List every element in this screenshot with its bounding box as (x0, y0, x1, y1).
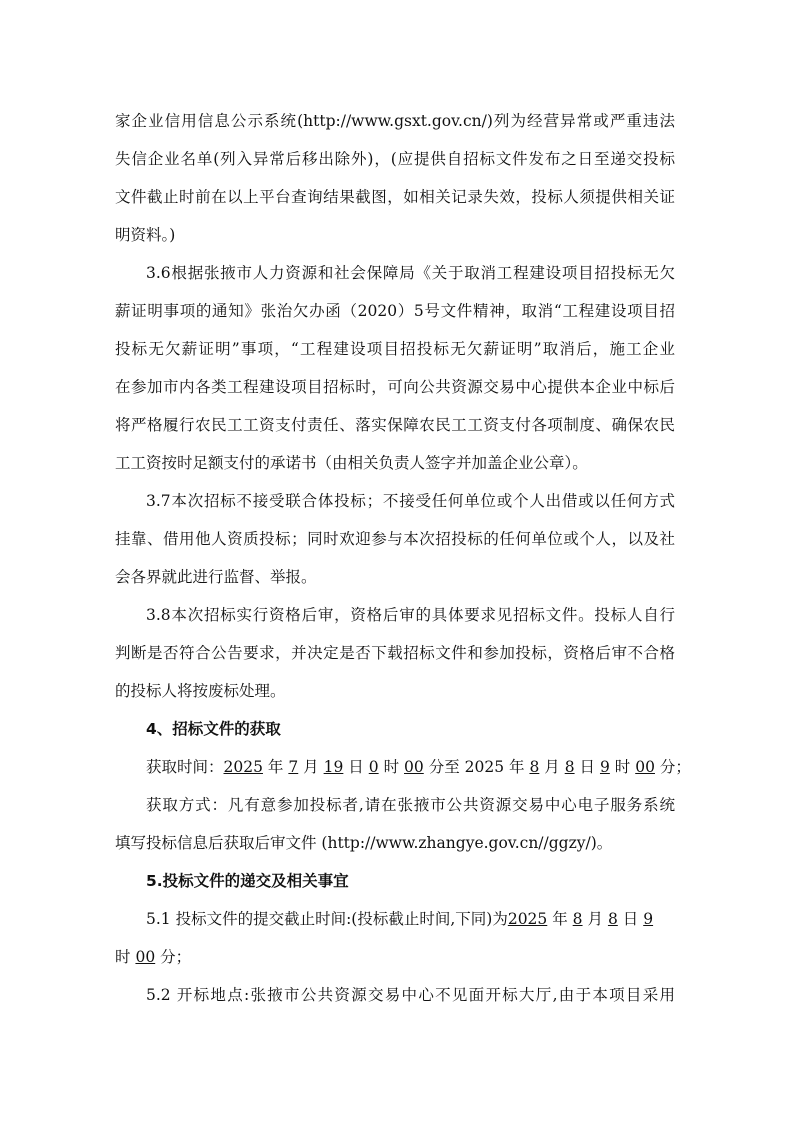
hour-value: 9 (599, 758, 610, 776)
text: 日 (579, 758, 596, 776)
text: 月 (587, 910, 603, 928)
label: 获取时间： (146, 758, 224, 776)
text: 月 (544, 758, 560, 776)
deadline-line (146, 909, 706, 929)
paragraph-line: 挂靠、借用他人资质投标；同时欢迎参与本次招投标的任何单位或个人，以及社 (115, 530, 675, 548)
paragraph-line: 失信企业名单(列入异常后移出除外)，(应提供自招标文件发布之日至递交投标 (115, 150, 675, 168)
text: 日 (348, 758, 364, 776)
paragraph-line: 的投标人将按废标处理。 (115, 682, 286, 700)
section-heading-text: 4、招标文件的获取 (146, 720, 281, 738)
paragraph-line: 文件截止时前在以上平台查询结果截图，如相关记录失效，投标人须提供相关证 (115, 188, 675, 206)
hour-value: 9 (643, 910, 654, 928)
year-value: 2025 (223, 758, 263, 776)
paragraph-line: 将严格履行农民工工资支付责任、落实保障农民工工资支付各项制度、确保农民 (115, 416, 675, 434)
text: 年 (552, 910, 568, 928)
paragraph-line: 工工资按时足额支付的承诺书（由相关负责人签字并加盖企业公章）。 (115, 454, 588, 472)
text: 分； (160, 948, 192, 966)
paragraph-line: 投标无欠薪证明”事项，“工程建设项目招投标无欠薪证明”取消后，施工企业 (115, 340, 675, 358)
deadline-line-continued (115, 947, 675, 967)
text: 日 (622, 910, 639, 928)
paragraph-line: 会各界就此进行监督、举报。 (115, 568, 317, 586)
paragraph-line: 获取方式：凡有意参加投标者,请在张掖市公共资源交易中心电子服务系统 (146, 796, 675, 814)
paragraph-line: 家企业信用信息公示系统(http://www.gsxt.gov.cn/)列为经营异常或严重违法 (115, 112, 675, 130)
paragraph-line: 薪证明事项的通知》张治欠办函（2020）5号文件精神，取消“工程建设项目招 (115, 302, 675, 320)
text: 分； (659, 758, 691, 776)
paragraph-line: 3.7本次招标不接受联合体投标；不接受任何单位或个人出借或以任何方式 (146, 492, 675, 510)
text: 月 (303, 758, 319, 776)
text: 分至 2025 年 (428, 758, 525, 776)
year-value: 2025 (507, 910, 548, 928)
section-heading (146, 719, 706, 739)
minute-value: 00 (635, 758, 655, 776)
text: 5.1 投标文件的提交截止时间:(投标截止时间,下同)为 (146, 910, 508, 928)
paragraph-line: 3.8本次招标实行资格后审，资格后审的具体要求见招标文件。投标人自行 (146, 606, 675, 624)
day-value: 8 (607, 910, 618, 928)
hour-value: 0 (368, 758, 379, 776)
month-value: 8 (572, 910, 583, 928)
paragraph-line: 填写投标信息后获取后审文件 (http://www.zhangye.gov.cn//ggzy/)。 (115, 834, 613, 852)
paragraph-line: 判断是否符合公告要求，并决定是否下载招标文件和参加投标，资格后审不合格 (115, 644, 675, 662)
month-value: 8 (529, 758, 540, 776)
section-heading-text: 5.投标文件的递交及相关事宜 (146, 872, 349, 890)
paragraph-line: 5.2 开标地点:张掖市公共资源交易中心不见面开标大厅,由于本项目采用 (146, 986, 675, 1004)
paragraph-line: 3.6根据张掖市人力资源和社会保障局《关于取消工程建设项目招投标无欠 (146, 264, 675, 282)
minute-value: 00 (135, 948, 156, 966)
paragraph-line: 明资料。) (115, 226, 176, 244)
text: 时 (115, 948, 131, 966)
day-value: 19 (323, 758, 344, 776)
text: 时 (383, 758, 400, 776)
minute-value: 00 (404, 758, 424, 776)
text: 时 (614, 758, 631, 776)
paragraph-line: 在参加市内各类工程建设项目招标时，可向公共资源交易中心提供本企业中标后 (115, 378, 675, 396)
section-heading (146, 871, 706, 891)
day-value: 8 (564, 758, 575, 776)
acquisition-time-line (146, 757, 706, 777)
month-value: 7 (288, 758, 299, 776)
text: 年 (267, 758, 284, 776)
